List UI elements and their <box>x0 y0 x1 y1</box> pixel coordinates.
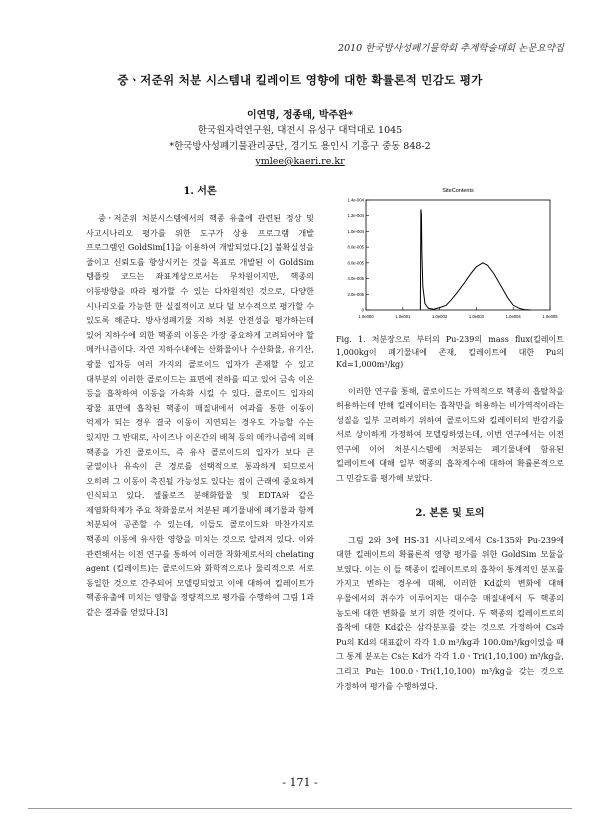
x-tick-label: 1.0e004 <box>505 314 521 319</box>
section-1-paragraph: 중ㆍ저준위 처분시스템에서의 핵종 유출에 관련된 정상 및 사고시나리오 평가를 위한 도구가 상용 프로그램 개발 프로그램인 GoldSim[1]을 이용하여 개발되었다.[2] 불확실성을 줄이고 신뢰도를 향상시키는 것을 목표로 개발된 이 GoldSim 템플릿 코드는 좌표계상으로서는 무차원이지만, 핵종의 이동방향을 따라 평가할 수 있는 다차원적인 것으로, 다양한 시나리오를 가능한 한 실질적이고 보다 덜 보수적으로 평가할 수 있도록 해준다. 방사성폐기물 지하 처분 안전성을 평가하는데 있어 지하수에 의한 핵종의 이동은 가장 중요하게 고려되어야 할 메카니즘이다. 자연 지하수내에는 산화물이나 수산화물, 유기산, 광물 입자등 여러 가지의 콜로이드 입자가 존재할 수 있고 대부분의 이러한 콜로이드는 표면에 전하를 띠고 있어 금속 이온 등을 흡착하여 이동을 가속화 시킬 수 있다. 콜로이드 입자의 광물 표면에 흡착된 핵종이 매질내에서 여과를 통한 이동이 억제가 되는 경우 결국 이동이 지연되는 경우도 가능할 수는 있지만 그 반대로, 사이즈나 이온간의 배척 등의 메카니즘에 의해 핵종을 가진 콜로이드, 즉 유사 콜로이드의 입자가 보다 큰 균열이나 유속이 큰 경로를 선택적으로 통과하게 되므로서 오히려 그 이동이 촉진될 가능성도 있다는 점이 근래에 중요하게 인식되고 있다. 셀룰로즈 분해화합물 및 EDTA와 같은 제염화학제가 주요 착화물로서 처분된 폐기물내에 폐기물과 함께 처분되어 공존할 수 있는데, 이들도 콜로이드와 마찬가지로 핵종의 이동에 유사한 영향을 미치는 것으로 알려져 있다. 이와 관련해서는 이전 연구를 통하여 이러한 착화제로서의 chelating agent (킬레이트)는 콜로이드와 화학적으로나 물리적으로 서로 동일한 것으로 간주되어 모델링되었고 이에 대하여 킬레이트가 핵종유출에 미치는 영향을 정량적으로 평가를 수행하여 그림 1과 같은 결과를 얻었다.[3] <box>86 213 314 618</box>
section-2-paragraph: 그림 2와 3에 HS-31 시나리오에서 Cs-135와 Pu-239에 대한 킬레이트의 확률론적 영향 평가를 위한 GoldSim 모듈을 보였다. 이는 이 들 핵종이 킬레이트로의 흡착이 통계적인 분포를 가지고 변하는 경우에 대해, 이러한 Kd값의 변화에 대해 우물에서의 취수가 이루어지는 대수층 매질내에서 두 핵종의 농도에 대한 변화를 보기 위한 것이다. 두 핵종의 킬레이트로의 흡착에 대한 Kd값은 삼각분포를 갖는 것으로 가정하여 Cs과 Pu의 Kd의 대표값이 각각 1.0 m³/kg과 100.0m³/kg이었을 때 그 통계 분포는 Cs는 Kd가 각각 1.0ㆍTri(1,10,100) m³/kg을, 그리고 Pu는 100.0ㆍTri(1,10,100) m³/kg을 갖는 것으로 가정하여 평가를 수행하였다. <box>336 534 564 691</box>
series-line-0 <box>420 209 530 310</box>
x-tick-label: 1.0e002 <box>432 314 448 319</box>
affiliation-1: 한국원자력연구원, 대전시 유성구 대덕대로 1045 <box>197 125 403 136</box>
x-tick-label: 1.0e000 <box>358 314 374 319</box>
chart-title: SiteContents <box>442 188 474 194</box>
y-tick-label: 1.0e-004 <box>347 228 364 234</box>
section-2-heading: 2. 본론 및 토의 <box>415 507 485 519</box>
conference-header: 2010 한국방사성폐기물학회 추계학술대회 논문요약집 <box>338 43 564 54</box>
author-email <box>0 156 600 167</box>
x-tick-label: 1.0e001 <box>395 314 411 319</box>
figure-1-chart <box>336 182 564 332</box>
x-tick-label: 1.0e003 <box>468 314 484 319</box>
left-column <box>86 182 314 620</box>
figure-1-caption: Fig. 1. 처분장으로 부터의 Pu-239의 mass flux(킬레이트 1,000kg이 폐기물내에 존재, 킬레이트에 대한 Pu의 Kd=1,000m³/kg) <box>336 335 564 369</box>
y-tick-label: 1.2e-004 <box>347 213 364 219</box>
chart-frame <box>366 200 550 310</box>
y-tick-label: 8.0e-005 <box>347 244 364 250</box>
y-tick-label: 0 <box>361 307 364 313</box>
paper-authors: 이연명, 정종태, 박주완* <box>246 110 354 121</box>
affiliation-2: *한국방사성폐기물관리공단, 경기도 용인시 기흥구 중동 848-2 <box>169 141 431 152</box>
right-column <box>336 182 564 693</box>
figure-1-svg <box>336 182 564 332</box>
right-paragraph-1: 이러한 연구를 통해, 콜로이드는 가역적으로 핵종의 흡탈착을 허용하는데 반해 킬레이터는 흡착만을 허용하는 비가역적이라는 성질을 일부 고려하기 위하여 콜로이드와 킬레이터의 반감기를 서로 상이하게 가정하여 모델링하였는데, 이번 연구에서는 이전 연구에 이어 처분시스템에 처분되는 폐기물내에 함유된 킬레이트에 대해 일부 핵종의 흡착계수에 대하여 확률론적으로 그 민감도를 평가해 보았다. <box>336 385 564 484</box>
y-tick-label: 1.4e-004 <box>347 197 364 203</box>
author-email-link[interactable]: ymlee@kaeri.re.kr <box>255 156 345 167</box>
section-1-heading: 1. 서론 <box>183 186 217 197</box>
page-number: - 171 - <box>282 776 318 789</box>
y-tick-label: 6.0e-005 <box>347 260 364 266</box>
y-tick-label: 4.0e-005 <box>347 276 364 282</box>
x-tick-label: 1.0e005 <box>542 314 558 319</box>
y-tick-label: 2.0e-005 <box>347 291 364 297</box>
footer-divider <box>28 808 572 809</box>
paper-title: 중ㆍ저준위 처분 시스템내 킬레이트 영향에 대한 확률론적 민감도 평가 <box>117 73 483 87</box>
